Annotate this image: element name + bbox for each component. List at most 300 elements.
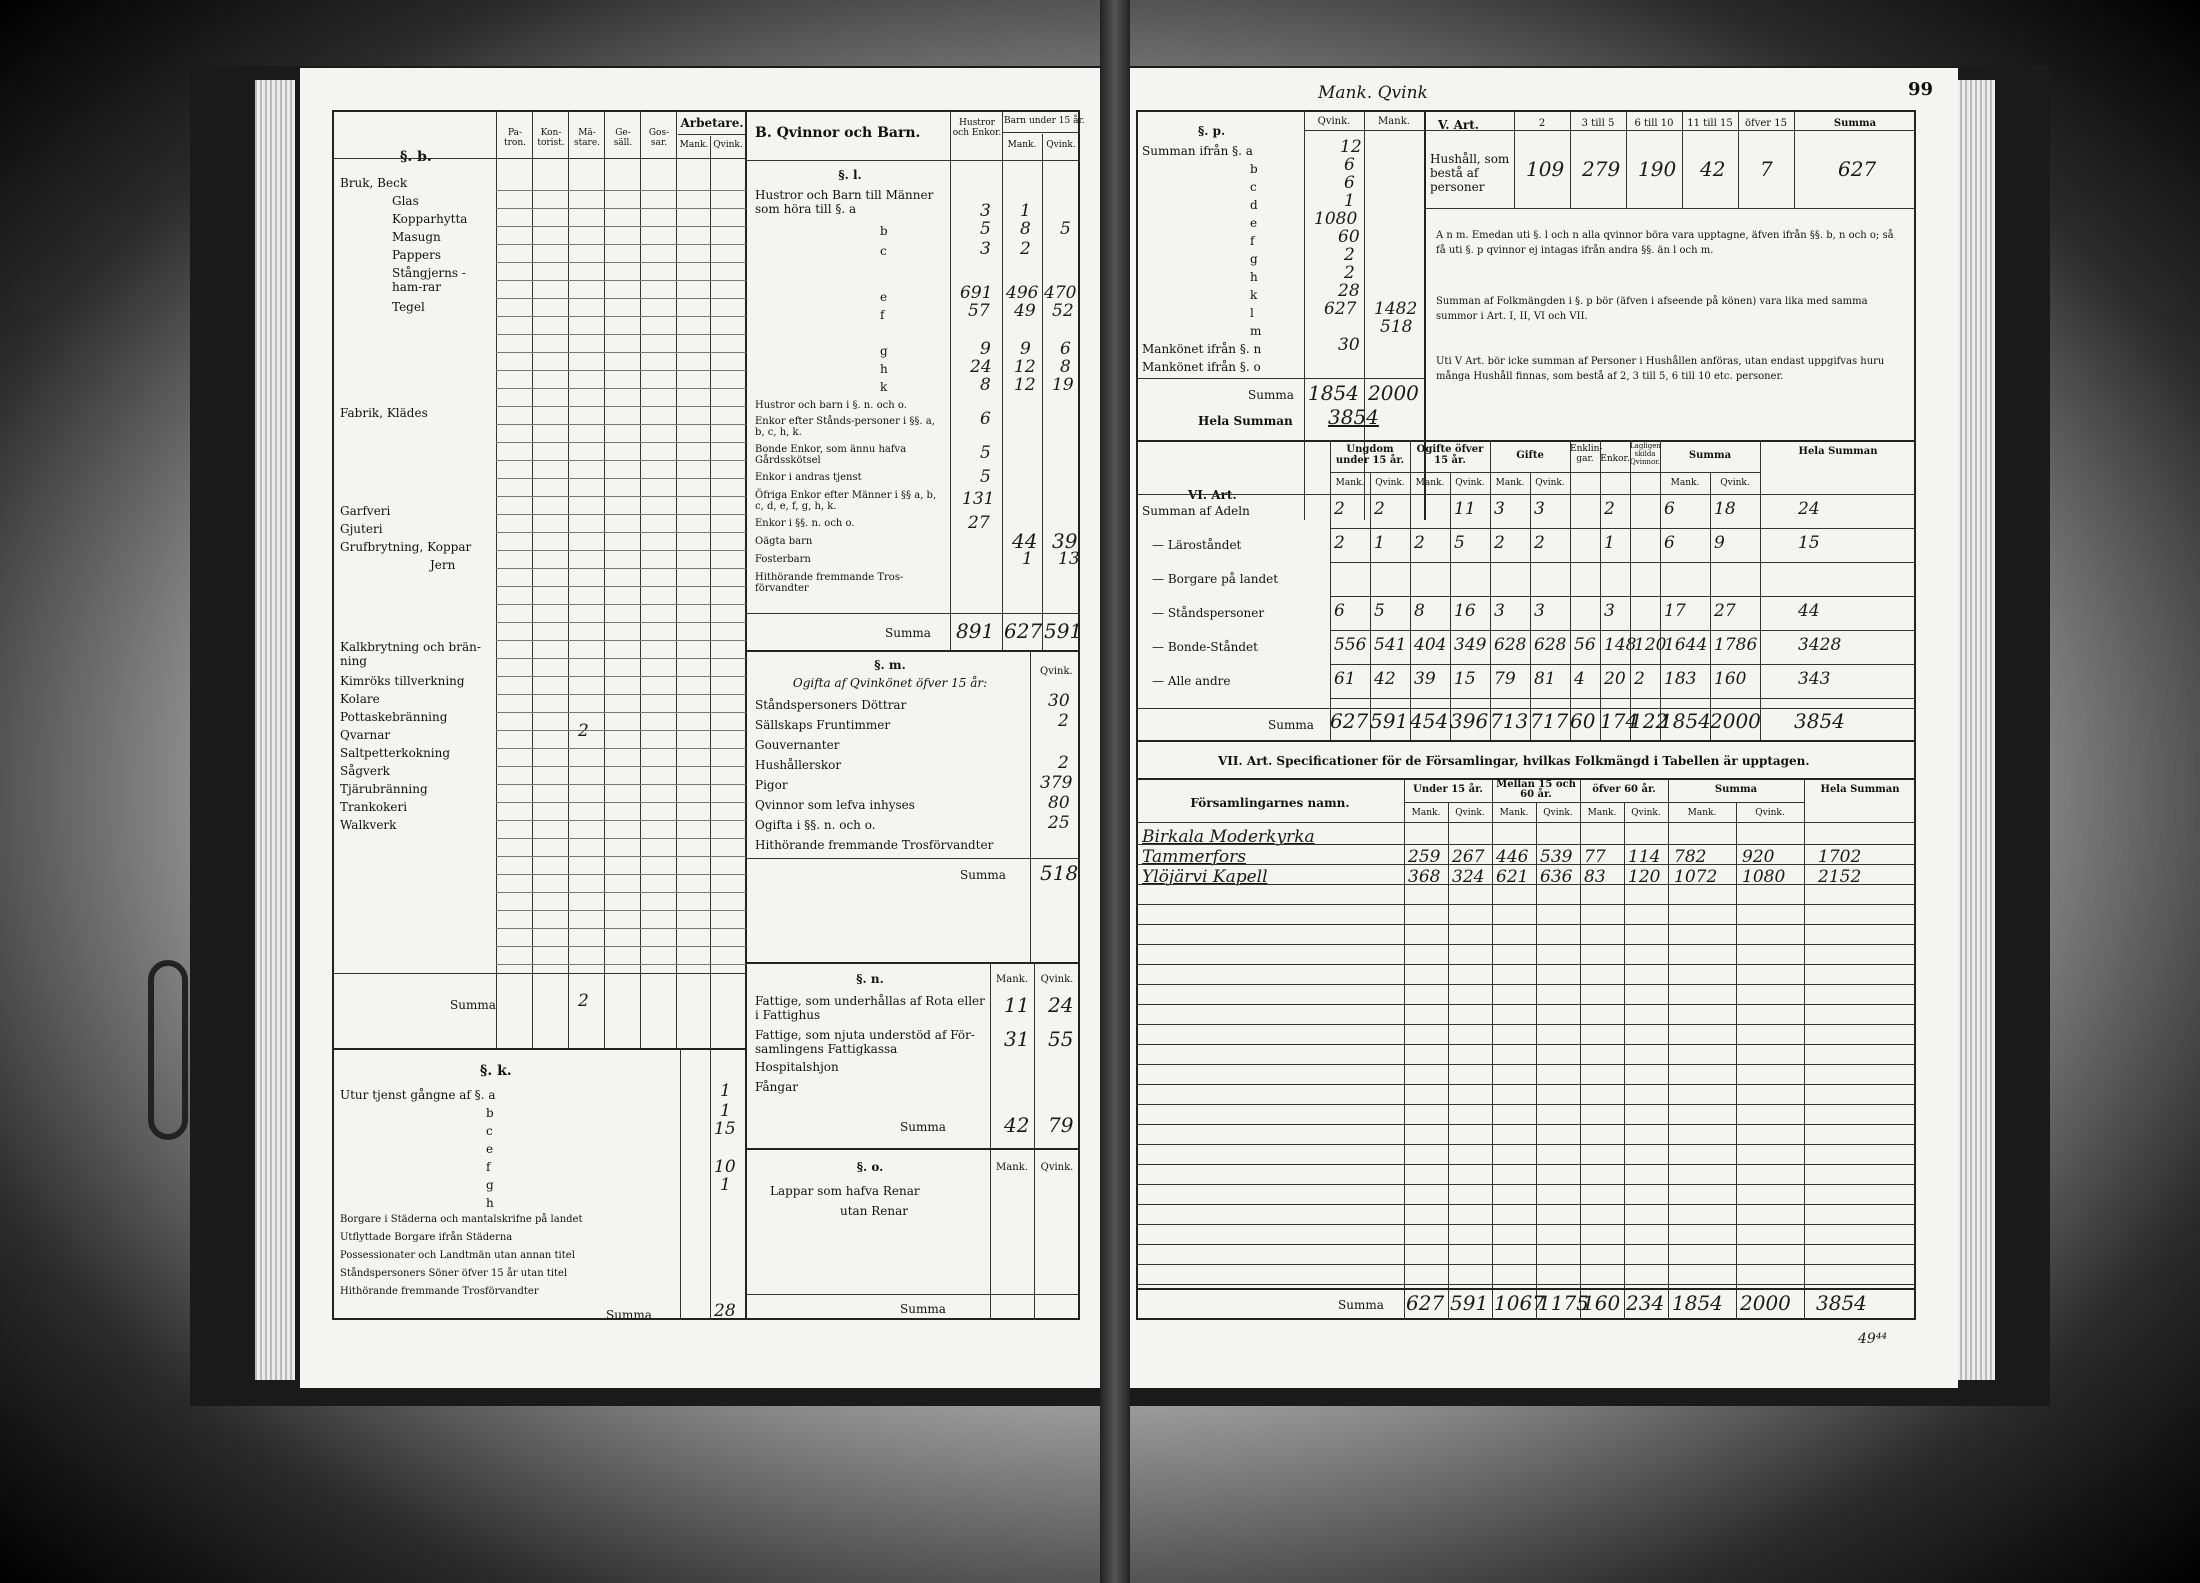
section-n-col-qvink: Qvink. <box>1040 974 1074 985</box>
l-enkor-andras-value: 5 <box>980 467 991 487</box>
n-row-hospitalshjon: Hospitalshjon <box>755 1060 839 1074</box>
qvarnar-mastare-value: 2 <box>578 721 589 741</box>
section-k-letter-e: e <box>486 1142 494 1156</box>
art-vi-row-label: — Läroståndet <box>1152 538 1242 552</box>
section-b-row-line <box>496 568 746 569</box>
art-vii-col-summa: Summa <box>1714 784 1758 795</box>
women-summa-hustror: 891 <box>956 619 995 643</box>
art-vi-summa-cell: 396 <box>1450 709 1489 733</box>
m-row-hushallerskor: Hushållerskor <box>755 758 842 772</box>
section-b-row-line <box>496 262 746 263</box>
section-b-row-line <box>496 694 746 695</box>
art-vii-summa-cell: 2000 <box>1740 1291 1791 1315</box>
art-vi-sub-mank-2: Mank. <box>1415 478 1445 488</box>
art-vi-row-label: — Ståndspersoner <box>1152 606 1265 620</box>
l-row-bonde-enkor: Bonde Enkor, som ännu hafva Gårdsskötsel <box>755 444 907 466</box>
art-vii-cell: 120 <box>1628 867 1661 887</box>
art-vii-cell: 114 <box>1628 847 1661 867</box>
art-vi-cell: 42 <box>1374 669 1396 689</box>
section-m-summa-label: Summa <box>960 868 1006 882</box>
section-k-row-possessionater: Possessionater och Landtmän utan annan titel <box>340 1250 575 1261</box>
section-k-value-c: 15 <box>714 1119 736 1139</box>
section-p-summa-label: Summa <box>1248 388 1294 402</box>
p-d-qvink: 1 <box>1344 191 1355 211</box>
art-v-note-2: Summan af Folkmängden i §. p bör (äfven i afseende på könen) vara lika med samma summor i Art. I, II, VI och VII. <box>1436 296 1868 322</box>
section-b-row-line <box>496 298 746 299</box>
row-kalkbrytning: Kalkbrytning och brän-ning <box>340 640 481 668</box>
art-vii-cell: 77 <box>1584 847 1606 867</box>
section-k-summa-value: 28 <box>714 1301 736 1321</box>
section-l-letter-f: f <box>880 308 885 322</box>
art-vi-sub-qvink-3: Qvink. <box>1535 478 1565 488</box>
p-letter-l: l <box>1250 306 1254 320</box>
p-k-qvink: 28 <box>1338 281 1360 301</box>
m-value-pigor: 379 <box>1040 773 1073 793</box>
art-v-value-6-10: 190 <box>1638 157 1677 181</box>
m-row-sallskaps: Sällskaps Fruntimmer <box>755 718 891 732</box>
art-vi-cell: 8 <box>1414 601 1425 621</box>
section-b-row-line <box>496 676 746 677</box>
section-b-row-line <box>496 838 746 839</box>
art-vii-col-name: Församlingarnes namn. <box>1190 796 1350 810</box>
p-letter-c: c <box>1250 180 1257 194</box>
parish-tammerfors: Tammerfors <box>1142 847 1246 867</box>
art-vi-cell: 3 <box>1604 601 1615 621</box>
section-b-row-line <box>496 946 746 947</box>
art-vi-summa-cell: 174 <box>1600 709 1639 733</box>
l-k-hustror: 8 <box>980 375 991 395</box>
section-l-first-label: Hustror och Barn till Männer som höra till §. a <box>755 188 934 216</box>
row-pappers: Pappers <box>392 248 442 262</box>
l-g-mank: 9 <box>1020 339 1031 359</box>
p-letter-f: f <box>1250 234 1255 248</box>
section-b-row-line <box>496 748 746 749</box>
art-vi-cell: 120 <box>1634 635 1667 655</box>
p-b-qvink: 6 <box>1344 155 1355 175</box>
section-m-heading: §. m. <box>874 658 906 672</box>
l-e-qvink: 470 <box>1044 283 1077 303</box>
section-b-row-line <box>496 208 746 209</box>
art-vi-cell: 1786 <box>1714 635 1758 655</box>
art-vi-cell: 556 <box>1334 635 1367 655</box>
p-f-qvink: 60 <box>1338 227 1360 247</box>
art-vii-row-line <box>1136 904 1916 905</box>
parish-ylojarvi: Ylöjärvi Kapell <box>1142 867 1268 887</box>
section-m-col-qvink: Qvink. <box>1040 666 1073 677</box>
art-vii-row-line <box>1136 1044 1916 1045</box>
art-vi-row-line <box>1330 664 1916 665</box>
art-vi-row-line <box>1330 528 1916 529</box>
m-value-sallskaps: 2 <box>1058 711 1069 731</box>
section-n-summa-mank: 42 <box>1004 1113 1030 1137</box>
art-vi-cell: 628 <box>1494 635 1527 655</box>
section-p-summa-qvink: 1854 <box>1308 381 1359 405</box>
l-a-mank: 1 <box>1020 201 1031 221</box>
right-page-edge <box>1955 80 1995 1380</box>
women-summa-mank: 627 <box>1004 619 1043 643</box>
row-qvarnar: Qvarnar <box>340 728 391 742</box>
section-n-summa-qvink: 79 <box>1048 1113 1074 1137</box>
o-row-utan-renar: utan Renar <box>840 1204 909 1218</box>
m-value-hushallerskor: 2 <box>1058 753 1069 773</box>
section-p-first-label: Summan ifrån §. a <box>1142 144 1253 158</box>
art-vii-sub-qvink-2: Qvink. <box>1543 808 1573 818</box>
section-b-summa-value: 2 <box>578 991 589 1011</box>
art-vi-cell: 1 <box>1374 533 1385 553</box>
handwritten-ink-mark: 49⁴⁴ <box>1858 1331 1888 1347</box>
left-page <box>300 68 1110 1388</box>
art-vii-row-line <box>1136 1244 1916 1245</box>
art-vii-cell: 324 <box>1452 867 1485 887</box>
art-vi-summa-cell: 60 <box>1570 709 1596 733</box>
right-page <box>1118 68 1958 1388</box>
section-k-row-utflyttade: Utflyttade Borgare ifrån Städerna <box>340 1232 513 1243</box>
art-vi-cell: 148 <box>1604 635 1637 655</box>
art-v-note-1: A n m. Emedan uti §. l och n alla qvinnor böra vara upptagne, äfven ifrån §§. b, n och o; så få uti §. p qvinnor ej intagas ifrån andra §§. än l och m. <box>1436 230 1894 256</box>
section-o-heading: §. o. <box>856 1160 884 1174</box>
l-row-trosforvandter: Hithörande fremmande Tros-förvandter <box>755 572 904 594</box>
art-vi-summa-cell: 591 <box>1370 709 1409 733</box>
l-e-hustror: 691 <box>960 283 993 303</box>
art-vi-row-label: — Borgare på landet <box>1152 572 1279 586</box>
section-b-row-line <box>496 388 746 389</box>
row-glas: Glas <box>392 194 419 208</box>
p-l-mank: 1482 <box>1374 299 1418 319</box>
section-b-row-line <box>496 334 746 335</box>
art-v-value-3-5: 279 <box>1582 157 1621 181</box>
art-vii-cell: 1080 <box>1742 867 1786 887</box>
art-vii-col-hela: Hela Summan <box>1820 784 1900 795</box>
l-h-qvink: 8 <box>1060 357 1071 377</box>
section-b-row-line <box>496 766 746 767</box>
art-vi-sub-mank-4: Mank. <box>1670 478 1700 488</box>
art-vi-summa-cell: 627 <box>1330 709 1369 733</box>
art-v-col-summa: Summa <box>1833 118 1877 129</box>
art-vii-summa-cell: 3854 <box>1816 1291 1867 1315</box>
section-b-row-line <box>496 622 746 623</box>
m-row-standspersoners: Ståndspersoners Döttrar <box>755 698 907 712</box>
women-summa-qvink: 591 <box>1044 619 1083 643</box>
art-vi-cell: 4 <box>1574 669 1585 689</box>
art-vi-sub-qvink-4: Qvink. <box>1720 478 1750 488</box>
art-vi-cell: 16 <box>1454 601 1476 621</box>
art-vi-cell: 5 <box>1374 601 1385 621</box>
col-gossar: Gos-sar. <box>648 128 670 148</box>
section-l-letter-h: h <box>880 362 888 376</box>
section-p-summa-mank: 2000 <box>1368 381 1419 405</box>
l-b-qvink: 5 <box>1060 219 1071 239</box>
art-vi-cell: 2 <box>1414 533 1425 553</box>
l-enkor-stands-value: 6 <box>980 409 991 429</box>
art-v-value-summa: 627 <box>1838 157 1877 181</box>
art-vi-cell: 5 <box>1454 533 1465 553</box>
row-jern: Jern <box>430 558 456 572</box>
col-gesall: Ge-säll. <box>613 128 633 148</box>
section-b-row-line <box>496 406 746 407</box>
section-b-row-line <box>496 442 746 443</box>
art-vi-row-line <box>1330 698 1916 699</box>
art-vi-summa-cell: 717 <box>1530 709 1569 733</box>
section-b-summa-label: Summa <box>450 998 496 1012</box>
section-l-letter-e: e <box>880 290 888 304</box>
art-vi-cell: 18 <box>1714 499 1736 519</box>
section-k-value-b: 1 <box>720 1101 731 1121</box>
col-mastare: Mä-stare. <box>573 128 601 148</box>
art-vii-cell: 259 <box>1408 847 1441 867</box>
women-col-qvink: Qvink. <box>1046 140 1076 150</box>
row-bruk-beck: Bruk, Beck <box>340 176 408 190</box>
art-vi-cell: 2 <box>1334 533 1345 553</box>
section-o-summa-label: Summa <box>900 1302 946 1316</box>
art-vii-sub-qvink-1: Qvink. <box>1455 808 1485 818</box>
art-vii-row-line <box>1136 1204 1916 1205</box>
section-b-row-line <box>496 190 746 191</box>
section-k-letter-f: f <box>486 1160 491 1174</box>
art-vi-cell: 20 <box>1604 669 1626 689</box>
art-vii-summa-cell: 627 <box>1406 1291 1445 1315</box>
art-vi-row-line <box>1330 562 1916 563</box>
art-vi-cell: 2 <box>1334 499 1345 519</box>
art-vii-row-line <box>1136 884 1916 885</box>
row-trankokeri: Trankokeri <box>340 800 408 814</box>
section-b-row-line <box>496 226 746 227</box>
section-l-letter-g: g <box>880 344 888 358</box>
col-arbetare-qvink: Qvink. <box>713 140 743 150</box>
women-col-hustror: Hustror och Enkor. <box>952 118 1002 138</box>
art-vii-row-line <box>1136 1144 1916 1145</box>
section-b-row-line <box>496 496 746 497</box>
art-vi-cell: 541 <box>1374 635 1407 655</box>
art-vi-cell: 2 <box>1534 533 1545 553</box>
p-h-qvink: 2 <box>1344 263 1355 283</box>
l-oagta-qvink: 39 <box>1052 529 1078 553</box>
l-b-mank: 8 <box>1020 219 1031 239</box>
l-enkor-n-o-value: 27 <box>968 513 990 533</box>
art-v-value-11-15: 42 <box>1700 157 1726 181</box>
art-vi-sub-qvink-2: Qvink. <box>1455 478 1485 488</box>
art-vii-row-line <box>1136 1164 1916 1165</box>
row-tjarubranning: Tjärubränning <box>340 782 428 796</box>
art-vii-sub-mank-2: Mank. <box>1499 808 1529 818</box>
art-vi-summa-cell: 454 <box>1410 709 1449 733</box>
art-vi-cell: 79 <box>1494 669 1516 689</box>
art-vii-row-line <box>1136 944 1916 945</box>
art-vi-cell: 6 <box>1664 533 1675 553</box>
section-b-heading: §. b. <box>400 149 432 165</box>
art-vi-summa-cell: 2000 <box>1710 709 1761 733</box>
n-fattige-kassa-qvink: 55 <box>1048 1027 1074 1051</box>
l-foster-mank: 1 <box>1022 549 1033 569</box>
art-vi-cell: 15 <box>1454 669 1476 689</box>
col-kontorist: Kon-torist. <box>537 128 565 148</box>
art-vii-cell: 1072 <box>1674 867 1718 887</box>
section-b-row-line <box>496 478 746 479</box>
l-c-mank: 2 <box>1020 239 1031 259</box>
row-garfveri: Garfveri <box>340 504 391 518</box>
section-b-row-line <box>496 550 746 551</box>
women-col-mank: Mank. <box>1007 140 1037 150</box>
art-vii-row-line <box>1136 984 1916 985</box>
section-k-letter-h: h <box>486 1196 494 1210</box>
p-l-qvink: 627 <box>1324 299 1357 319</box>
art-vi-cell: 3 <box>1534 499 1545 519</box>
section-b-row-line <box>496 640 746 641</box>
l-h-mank: 12 <box>1014 357 1036 377</box>
bookmark-ribbon <box>148 960 188 1140</box>
art-vi-cell: 11 <box>1454 499 1476 519</box>
l-oagta-mank: 44 <box>1012 529 1038 553</box>
art-vi-col-enklingar: Enklin-gar. <box>1570 444 1603 464</box>
art-vi-cell: 343 <box>1798 669 1831 689</box>
women-col-barn: Barn under 15 år. <box>1004 116 1085 126</box>
p-letter-k: k <box>1250 288 1258 302</box>
section-o-col-qvink: Qvink. <box>1040 1162 1074 1173</box>
art-vii-cell: 446 <box>1496 847 1529 867</box>
art-vi-summa-cell: 1854 <box>1660 709 1711 733</box>
p-row-mankonet-o: Mankönet ifrån §. o <box>1142 360 1261 374</box>
art-vii-cell: 1702 <box>1818 847 1862 867</box>
art-vii-row-line <box>1136 1184 1916 1185</box>
art-vi-col-enkor: Enkor. <box>1600 454 1630 464</box>
art-vii-cell: 267 <box>1452 847 1485 867</box>
p-m-mank: 518 <box>1380 317 1413 337</box>
art-vi-cell: 2 <box>1634 669 1645 689</box>
art-vi-cell: 628 <box>1534 635 1567 655</box>
col-arbetare: Arbetare. <box>680 116 744 130</box>
women-heading: B. Qvinnor och Barn. <box>755 125 921 141</box>
art-v-value-2: 109 <box>1526 157 1565 181</box>
art-vii-row-line <box>1136 1064 1916 1065</box>
l-foster-qvink: 13 <box>1058 549 1080 569</box>
art-vi-cell: 2 <box>1374 499 1385 519</box>
art-v-col-6-10: 6 till 10 <box>1634 118 1674 129</box>
m-row-gouvernanter: Gouvernanter <box>755 738 840 752</box>
art-v-col-3-5: 3 till 5 <box>1581 118 1615 129</box>
section-k-summa-label: Summa <box>606 1308 652 1322</box>
section-l-letter-b: b <box>880 224 888 238</box>
section-b-row-line <box>496 784 746 785</box>
art-vi-row-label: — Alle andre <box>1152 674 1231 688</box>
art-vi-row-line <box>1330 596 1916 597</box>
art-vi-cell: 3 <box>1534 601 1545 621</box>
art-vii-row-line <box>1136 1004 1916 1005</box>
art-vii-col-under-15: Under 15 år. <box>1413 784 1483 795</box>
art-vii-row-line <box>1136 964 1916 965</box>
l-row-enkor-stands: Enkor efter Stånds-personer i §§. a, b, c, h, k. <box>755 416 935 438</box>
m-value-inhyses: 80 <box>1048 793 1070 813</box>
art-vii-heading: VII. Art. Specificationer för de Församlingar, hvilkas Folkmängd i Tabellen är upptagen. <box>1218 754 1810 768</box>
art-vii-row-line <box>1136 1264 1916 1265</box>
section-k-letter-b: b <box>486 1106 494 1120</box>
p-letter-d: d <box>1250 198 1258 212</box>
section-b-row-line <box>496 586 746 587</box>
art-vii-cell: 782 <box>1674 847 1707 867</box>
n-row-fattige-kassa: Fattige, som njuta understöd af För-samlingens Fattigkassa <box>755 1028 975 1056</box>
l-g-qvink: 6 <box>1060 339 1071 359</box>
row-grufbrytning-koppar: Grufbrytning, Koppar <box>340 540 472 554</box>
art-vi-cell: 404 <box>1414 635 1447 655</box>
art-vii-sub-mank-1: Mank. <box>1411 808 1441 818</box>
col-arbetare-mank: Mank. <box>679 140 709 150</box>
section-k-row-standspersoners-soner: Ståndspersoners Söner öfver 15 år utan titel <box>340 1268 568 1279</box>
section-p-heading: §. p. <box>1198 124 1226 138</box>
section-k-letter-g: g <box>486 1178 494 1192</box>
art-vi-cell: 183 <box>1664 669 1697 689</box>
m-row-trosforvandter: Hithörande fremmande Trosförvandter <box>755 838 994 852</box>
section-n-summa-label: Summa <box>900 1120 946 1134</box>
p-letter-h: h <box>1250 270 1258 284</box>
n-row-fattige-rota: Fattige, som underhållas af Rota eller i Fattighus <box>755 994 985 1022</box>
art-vii-cell: 920 <box>1742 847 1775 867</box>
art-vii-row-line <box>1136 924 1916 925</box>
n-fattige-kassa-mank: 31 <box>1004 1027 1030 1051</box>
section-k-value-f: 10 <box>714 1157 736 1177</box>
art-vi-col-gifte: Gifte <box>1516 450 1544 461</box>
art-vii-row-line <box>1136 1284 1916 1285</box>
o-row-lappar-renar: Lappar som hafva Renar <box>770 1184 920 1198</box>
parish-birkala: Birkala Moderkyrka <box>1142 827 1315 847</box>
section-b-row-line <box>496 316 746 317</box>
l-f-hustror: 57 <box>968 301 990 321</box>
art-v-col-11-15: 11 till 15 <box>1687 118 1733 129</box>
art-v-note-3: Uti V Art. bör icke summan af Personer i Hushållen anföras, utan endast uppgifvas huru många Hushåll finnas, som bestå af 2, 3 till 5, 6 till 10 etc. personer. <box>1436 356 1885 382</box>
l-c-hustror: 3 <box>980 239 991 259</box>
art-vi-col-skilda: Lagligen skilda Qvinnor. <box>1630 442 1661 466</box>
col-patron: Pa-tron. <box>504 128 526 148</box>
row-fabrik-klades: Fabrik, Klädes <box>340 406 428 420</box>
l-row-enkor-n-o: Enkor i §§. n. och o. <box>755 518 855 529</box>
p-letter-b: b <box>1250 162 1258 176</box>
row-kolare: Kolare <box>340 692 380 706</box>
art-vi-col-ogifte: Ogifte öfver 15 år. <box>1416 444 1484 466</box>
art-vii-summa-cell: 1175 <box>1538 1291 1589 1315</box>
art-vi-cell: 2 <box>1604 499 1615 519</box>
art-vi-cell: 1 <box>1604 533 1615 553</box>
art-vii-row-line <box>1136 1084 1916 1085</box>
art-vi-summa-cell: 122 <box>1630 709 1669 733</box>
page-number: 99 <box>1908 79 1934 100</box>
art-vi-cell: 17 <box>1664 601 1686 621</box>
art-vii-summa-cell: 160 <box>1582 1291 1621 1315</box>
l-f-qvink: 52 <box>1052 301 1074 321</box>
section-b-row-line <box>496 730 746 731</box>
art-vi-cell: 27 <box>1714 601 1736 621</box>
art-v-col-2: 2 <box>1538 118 1546 129</box>
section-k-value-a: 1 <box>720 1081 731 1101</box>
art-vi-row-label: — Bonde-Ståndet <box>1152 640 1258 654</box>
m-row-ogifta-n-o: Ogifta i §§. n. och o. <box>755 818 876 832</box>
art-vii-cell: 2152 <box>1818 867 1862 887</box>
art-vii-row-line <box>1136 1104 1916 1105</box>
women-summa-label: Summa <box>885 626 931 640</box>
row-gjuteri: Gjuteri <box>340 522 383 536</box>
art-vi-cell: 15 <box>1798 533 1820 553</box>
section-b-row-line <box>496 712 746 713</box>
section-b-row-line <box>496 604 746 605</box>
section-l-letter-k: k <box>880 380 888 394</box>
art-vii-summa-cell: 1067 <box>1494 1291 1545 1315</box>
art-v-label: Hushåll, som bestå af personer <box>1430 152 1510 194</box>
art-vii-cell: 621 <box>1496 867 1529 887</box>
art-vi-col-hela: Hela Summan <box>1798 446 1878 457</box>
section-b-row-line <box>496 874 746 875</box>
n-fattige-rota-qvink: 24 <box>1048 993 1074 1017</box>
section-b-row-line <box>496 928 746 929</box>
section-p-hela-value: 3854 <box>1328 405 1379 429</box>
section-b-row-line <box>496 424 746 425</box>
art-vi-col-ungdom: Ungdom under 15 år. <box>1335 444 1405 466</box>
art-vii-cell: 636 <box>1540 867 1573 887</box>
